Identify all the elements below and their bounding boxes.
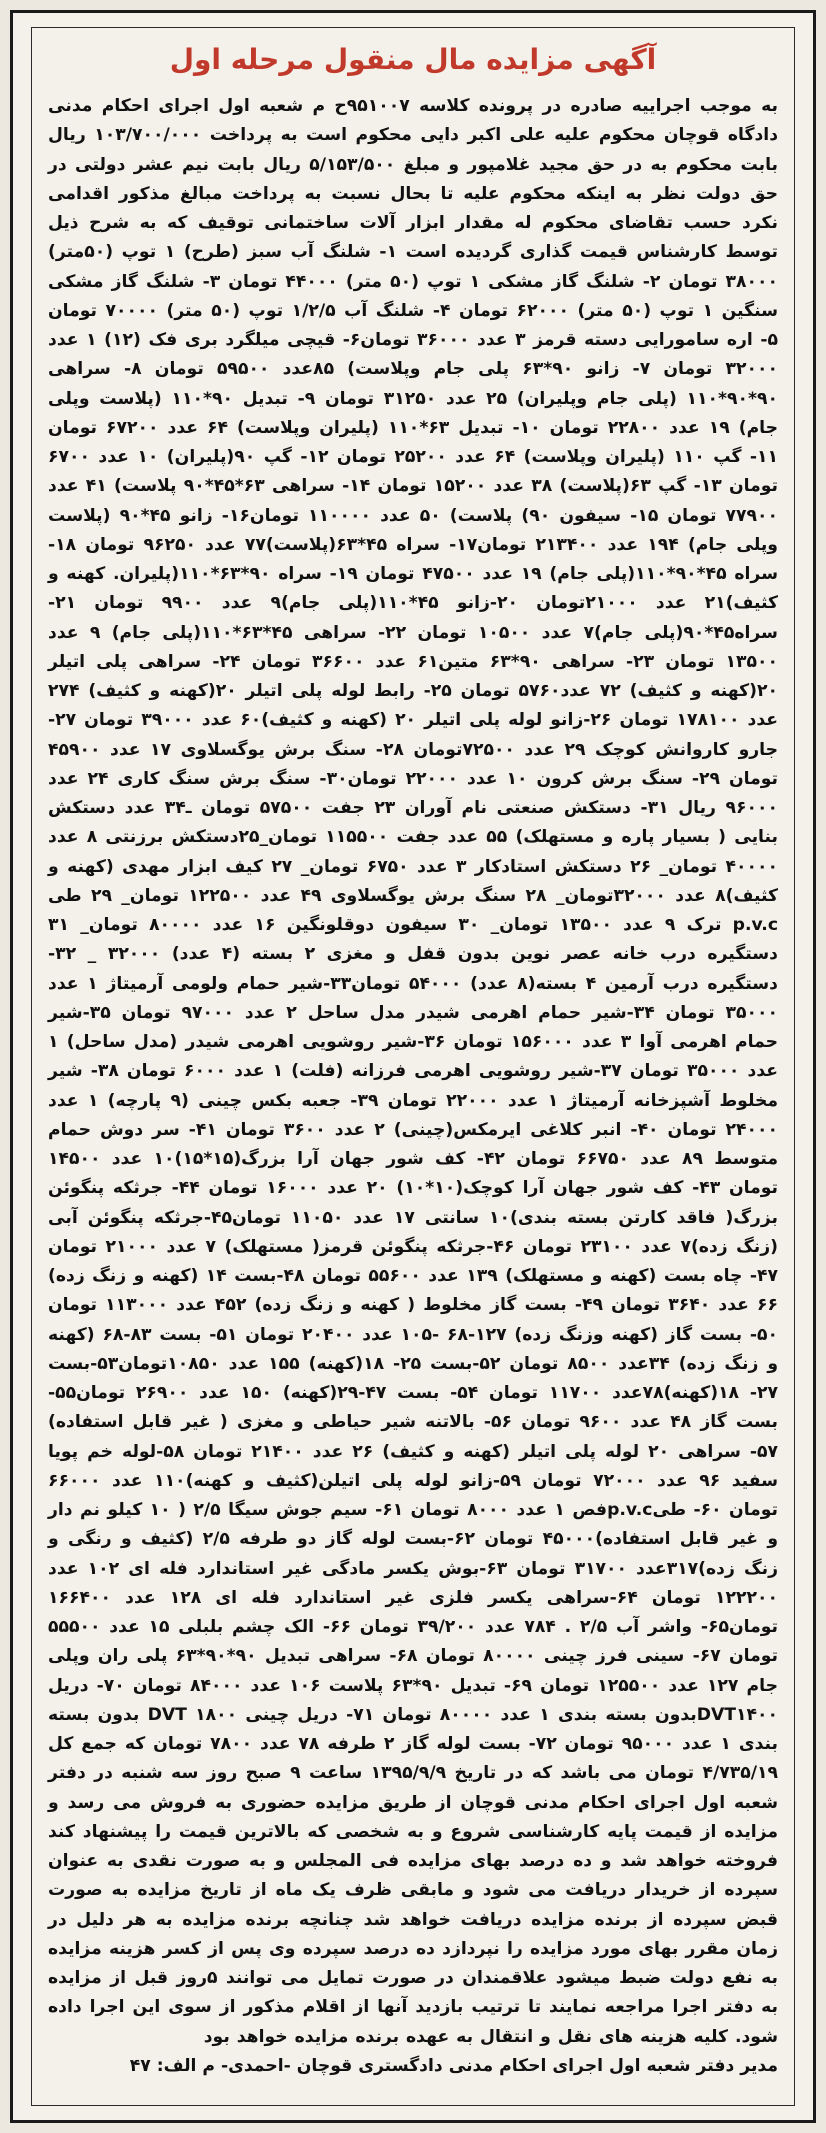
notice-footer-signature: مدیر دفتر شعبه اول اجرای احکام مدنی دادگستری قوچان -احمدی- م الف: ۴۷: [129, 2055, 778, 2076]
notice-frame: [10, 10, 816, 2123]
notice-body: به موجب اجراییه صادره در پرونده کلاسه ۹۵۱۰۰۷ح م شعبه اول اجرای احکام مدنی دادگاه قوچان محکوم علیه علی اکبر دایی محکوم است به پرداخت ۱۰۳/۷۰۰/۰۰۰ ریال بابت محکوم به در حق مجید غلامپور و مبلغ ۵/۱۵۳/۵۰۰ ریال بابت نیم عشر دولتی در حق دولت نظر به اینکه محکوم علیه تا بحال نسبت به پرداخت مبالغ مذکور اقدامی نکرد حسب تقاضای محکوم له مقدار ابزار آلات ساختمانی توقیف که به شرح ذیل توسط کارشناس قیمت گذاری گردیده است ۱- شلنگ آب سبز (طرح) ۱ توپ (۵۰متر) ۳۸۰۰۰ تومان ۲- شلنگ گاز مشکی ۱ توپ (۵۰ متر) ۴۴۰۰۰ تومان ۳- شلنگ گاز مشکی سنگین ۱ توپ (۵۰ متر) ۶۲۰۰۰ تومان ۴- شلنگ آب ۱/۲/۵ توپ (۵۰ متر) ۷۰۰۰۰ تومان ۵- اره سامورایی دسته قرمز ۳ عدد ۳۶۰۰۰ تومان۶- قیچی میلگرد بری فک (۱۲) ۱ عدد ۳۲۰۰۰ تومان ۷- زانو ۹۰*۶۳ پلی جام وپلاست) ۸۵عدد ۵۹۵۰۰ تومان ۸- سراهی ۹۰*۹۰*۱۱۰ (پلی جام وپلیران) ۲۵ عدد ۳۱۲۵۰ تومان ۹- تبدیل ۹۰*۱۱۰ (پلاست وپلی جام) ۱۹ عدد ۲۲۸۰۰ تومان ۱۰- تبدیل ۶۳*۱۱۰ (پلیران وپلاست) ۶۴ عدد ۶۷۲۰۰ تومان ۱۱- گپ ۱۱۰ (پلیران وپلاست) ۶۴ عدد ۲۵۲۰۰ تومان ۱۲- گپ ۹۰(پلیران) ۱۰ عدد ۶۷۰۰ تومان ۱۳- گپ ۶۳(پلاست) ۳۸ عدد ۱۵۲۰۰ تومان ۱۴- سراهی ۶۳*۴۵*۹۰ پلاست) ۴۱ عدد ۷۷۹۰۰ تومان ۱۵- سیفون ۹۰) پلاست) ۵۰ عدد ۱۱۰۰۰۰ تومان۱۶- زانو ۴۵*۹۰ (پلاست وپلی جام) ۱۹۴ عدد ۲۱۳۴۰۰ تومان۱۷- سراه ۴۵*۶۳(پلاست)۷۷ عدد ۹۶۲۵۰ تومان ۱۸- سراه ۴۵*۹۰*۱۱۰(پلی جام) ۱۹ عدد ۴۷۵۰۰ تومان ۱۹- سراه ۹۰*۶۳*۱۱۰(پلیران. کهنه و کثیف)۲۱ عدد ۲۱۰۰۰تومان ۲۰-زانو ۴۵*۱۱۰(پلی جام)۹ عدد ۹۹۰۰ تومان ۲۱- سراه۴۵*۹۰(پلی جام)۷ عدد ۱۰۵۰۰ تومان ۲۲- سراهی ۴۵*۶۳*۱۱۰(پلی جام) ۹ عدد ۱۳۵۰۰ تومان ۲۳- سراهی ۹۰*۶۳ متین۶۱ عدد ۳۶۶۰۰ تومان ۲۴- سراهی پلی اتیلر ۲۰(کهنه و کثیف) ۷۲ عدد۵۷۶۰ تومان ۲۵- رابط لوله پلی اتیلر ۲۰(کهنه و کثیف) ۲۷۴ عدد ۱۷۸۱۰۰ تومان ۲۶-زانو لوله پلی اتیلر ۲۰ (کهنه و کثیف)۶۰ عدد ۳۹۰۰۰ تومان ۲۷- جارو کاروانش کوچک ۲۹ عدد ۷۲۵۰۰تومان ۲۸- سنگ برش یوگسلاوی ۱۷ عدد ۴۵۹۰۰ تومان ۲۹- سنگ برش کرون ۱۰ عدد ۲۲۰۰۰ تومان۳۰- سنگ برش سنگ کاری ۲۴ عدد ۹۶۰۰۰ ریال ۳۱- دستکش صنعتی نام آوران ۲۳ جفت ۵۷۵۰۰ تومان ـ۳۴ عدد دستکش بنایی ( بسیار پاره و مستهلک) ۵۵ عدد جفت ۱۱۵۵۰۰ تومان_۲۵دستکش برزنتی ۸ عدد ۴۰۰۰۰ تومان_ ۲۶ دستکش استادکار ۳ عدد ۶۷۵۰ تومان_ ۲۷ کیف ابزار مهدی (کهنه و کثیف)۸ عدد ۳۲۰۰۰تومان_ ۲۸ سنگ برش یوگسلاوی ۴۹ عدد ۱۲۲۵۰۰ تومان_ ۲۹ طی p.v.c ترک ۹ عدد ۱۳۵۰۰ تومان_ ۳۰ سیفون دوقلونگین ۱۶ عدد ۸۰۰۰۰ تومان_ ۳۱ دستگیره درب خانه عصر نوین بدون قفل و مغزی ۲ بسته (۴ عدد) ۳۲۰۰۰ _ ۳۲-دستگیره درب آرمین ۴ بسته(۸ عدد) ۵۴۰۰۰ تومان۳۳-شیر حمام ولومی آرمیتاژ ۱ عدد ۳۵۰۰۰ تومان ۳۴-شیر حمام اهرمی شیدر مدل ساحل ۲ عدد ۹۷۰۰۰ تومان ۳۵-شیر حمام اهرمی آوا ۳ عدد ۱۵۶۰۰۰ تومان ۳۶-شیر روشویی اهرمی شیدر (مدل ساحل) ۱ عدد ۳۵۰۰۰ تومان ۳۷-شیر روشویی اهرمی فرزانه (فلت) ۱ عدد ۶۰۰۰ تومان ۳۸- شیر مخلوط آشپزخانه آرمیتاژ ۱ عدد ۲۲۰۰۰ تومان ۳۹- جعبه بکس چینی (۹ پارچه) ۱ عدد ۲۴۰۰۰ تومان ۴۰- انبر کلاغی ایرمکس(چینی) ۲ عدد ۳۶۰۰ تومان ۴۱- سر دوش حمام متوسط ۸۹ عدد ۶۶۷۵۰ تومان ۴۲- کف شور جهان آرا بزرگ(۱۵*۱۵)۱۰ عدد ۱۴۵۰۰ تومان ۴۳- کف شور جهان آرا کوچک(۱۰*۱۰) ۲۰ عدد ۱۶۰۰۰ تومان ۴۴- جرثکه پنگوئن بزرگ( فاقد کارتن بسته بندی)۱۰ سانتی ۱۷ عدد ۱۱۰۵۰ تومان۴۵-جرثکه پنگوئن آبی (زنگ زده)۷ عدد ۲۳۱۰۰ تومان ۴۶-جرثکه پنگوئن قرمز( مستهلک) ۷ عدد ۲۱۰۰۰ تومان ۴۷- چاه بست (کهنه و مستهلک) ۱۳۹ عدد ۵۵۶۰۰ تومان ۴۸-بست ۱۴ (کهنه و زنگ زده) ۶۶ عدد ۳۶۴۰ تومان ۴۹- بست گاز مخلوط ( کهنه و زنگ زده) ۴۵۲ عدد ۱۱۳۰۰۰ تومان ۵۰- بست گاز (کهنه وزنگ زده) ۱۲۷-۶۸ -۱۰۵ عدد ۲۰۴۰۰ تومان ۵۱- بست ۸۳-۶۸ (کهنه و زنگ زده) ۳۴عدد ۸۵۰۰ تومان ۵۲-بست ۲۵- ۱۸(کهنه) ۱۵۵ عدد ۱۰۸۵۰تومان۵۳-بست ۲۷- ۱۸(کهنه)۷۸عدد ۱۱۷۰۰ تومان ۵۴- بست ۴۷-۲۹(کهنه) ۱۵۰ عدد ۲۶۹۰۰ تومان۵۵-بست گاز ۴۸ عدد ۹۶۰۰ تومان ۵۶- بالاتنه شیر حیاطی و مغزی ( غیر قابل استفاده) ۵۷- سراهی ۲۰ لوله پلی اتیلر (کهنه و کثیف) ۲۶ عدد ۲۱۴۰۰ تومان ۵۸-لوله خم پویا سفید ۹۶ عدد ۷۲۰۰۰ تومان ۵۹-زانو لوله پلی اتیلن(کثیف و کهنه)۱۱۰ عدد ۶۶۰۰۰ تومان ۶۰- طیp.v.cفص ۱ عدد ۸۰۰۰ تومان ۶۱- سیم جوش سیگا ۲/۵ ( ۱۰ کیلو نم دار و غیر قابل استفاده)۴۵۰۰۰ تومان ۶۲-بست لوله گاز دو طرفه ۲/۵ (کثیف و رنگی و زنگ زده)۳۱۷عدد ۳۱۷۰۰ تومان ۶۳-بوش یکسر مادگی غیر استاندارد فله ای ۱۰۲ عدد ۱۲۲۲۰۰ تومان ۶۴-سراهی یکسر فلزی غیر استاندارد فله ای ۱۲۸ عدد ۱۶۶۴۰۰ تومان۶۵- واشر آب ۲/۵ . ۷۸۴ عدد ۳۹/۲۰۰ تومان ۶۶- الک چشم بلبلی ۱۵ عدد ۵۵۵۰۰ تومان ۶۷- سینی فرز چینی ۸۰۰۰۰ تومان ۶۸- سراهی تبدیل ۹۰*۹۰*۶۳ پلی ران وپلی جام ۱۲۷ عدد ۱۲۵۵۰۰ تومان ۶۹- تبدیل ۹۰*۶۳ پلاست ۱۰۶ عدد ۸۴۰۰۰ تومان ۷۰- دریل DVT۱۴۰۰بدون بسته بندی ۱ عدد ۸۰۰۰۰ تومان ۷۱- دریل چینی DVT ۱۸۰۰ بدون بسته بندی ۱ عدد ۹۵۰۰۰ تومان ۷۲- بست لوله گاز ۲ طرفه ۷۸ عدد ۷۸۰۰ تومان که جمع کل ۴/۷۳۵/۱۹ تومان می باشد که در تاریخ ۱۳۹۵/۹/۹ ساعت ۹ صبح روز سه شنبه در دفتر شعبه اول اجرای احکام مدنی قوچان از طریق مزایده حضوری به فروش می رسد و مزایده از قیمت پایه کارشناسی شروع و به شخصی که بالاترین قیمت را پیشنهاد کند فروخته خواهد شد و ده درصد بهای مزایده فی المجلس و به صورت نقدی به عنوان سپرده از خریدار دریافت می شود و مابقی ظرف یک ماه از تاریخ مزایده به صورت قبض سپرده از برنده مزایده دریافت خواهد شد چنانچه برنده مزایده به هر دلیل در زمان مقرر بهای مورد مزایده را نپردازد ده درصد سپرده وی پس از کسر هزینه مزایده به نفع دولت ضبط میشود علاقمندان در صورت تمایل می توانند ۵روز قبل از مزایده به دفتر اجرا مراجعه نمایند تا ترتیب بازدید آنها از اقلام مذکور از سوی این اجرا داده شود. کلیه هزینه های نقل و انتقال به عهده برنده مزایده خواهد بود: [48, 96, 779, 2047]
notice-inner-frame: [31, 27, 795, 2106]
notice-title: آگهی مزایده مال منقول مرحله اول: [169, 43, 657, 76]
